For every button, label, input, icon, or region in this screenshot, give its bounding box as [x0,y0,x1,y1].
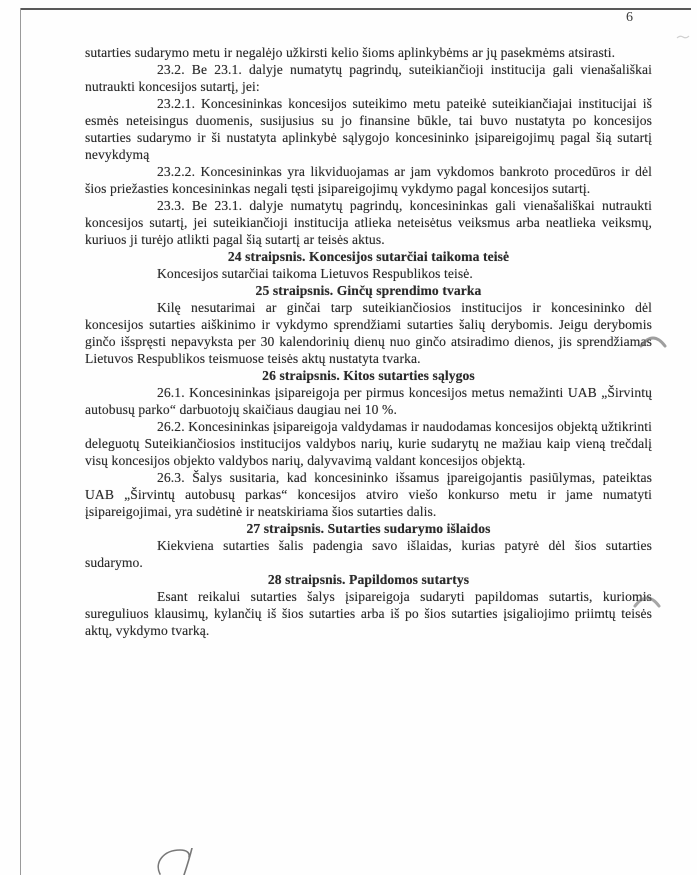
heading-article-26: 26 straipsnis. Kitos sutarties sąlygos [262,368,475,383]
paragraph-article-25: Kilę nesutarimai ar ginčai tarp suteikiančiosios institucijos ir koncesininko dėl koncesijos sutarties aiškinimo ir vykdymo sprendžiami sutarties šalių derybomis. Jeigu derybomis ginčo išspręsti nepavyksta per 30 kalendorinių dienų nuo ginčo atsiradimo dienos, jis sprendžiamas Lietuvos Respublikos teismuose teisės aktų nustatyta tvarka. [85,300,652,366]
paragraph-continuation: sutarties sudarymo metu ir negalėjo užkirsti kelio šioms aplinkybėms ar jų pasekmėms atsirasti. [85,45,616,60]
paragraph-23-2-1: 23.2.1. Koncesininkas koncesijos suteikimo metu pateikė suteikiančiajai institucijai iš esmės neteisingus duomenis, susijusius su jo finansine būkle, tai buvo nustatyta po koncesijos sutarties sudarymo ir ši nustatyta aplinkybė sąlygojo koncesininko įsipareigojimų pagal šią sutartį nevykdymą [85,96,652,162]
paragraph-26-3: 26.3. Šalys susitaria, kad koncesininko išsamus įpareigojantis pasiūlymas, pateiktas UAB „Širvintų autobusų parkas“ koncesijos atviro viešo konkurso metu ir jame numatyti įsipareigojimai, yra sudėtinė ir neatskiriama šios sutarties dalis. [85,470,652,519]
heading-article-24: 24 straipsnis. Koncesijos sutarčiai taikoma teisė [227,249,510,264]
heading-article-25: 25 straipsnis. Ginčų sprendimo tvarka [255,283,482,298]
page-number: 6 [626,10,633,25]
paragraph-26-2: 26.2. Koncesininkas įsipareigoja valdydamas ir naudodamas koncesijos objektą užtikrinti deleguotų Suteikiančiosios institucijos valdybos narių, kurie sudarytų ne mažiau kaip vieną trečdalį visų koncesijos objekto valdybos narių, dalyvavimą valdant koncesijos objektą. [85,419,652,468]
paragraph-article-27: Kiekviena sutarties šalis padengia savo išlaidas, kurias patyrė dėl šios sutarties sudarymo. [85,538,652,570]
heading-article-27: 27 straipsnis. Sutarties sudarymo išlaidos [246,521,491,536]
paragraph-article-24: Koncesijos sutarčiai taikoma Lietuvos Respublikos teisė. [157,266,473,281]
scan-arc-artifact [638,333,668,349]
paragraph-23-3: 23.3. Be 23.1. dalyje numatytų pagrindų, koncesininkas gali vienašališkai nutraukti koncesijos sutartį, jei suteikiančioji institucija atlieka neteisėtus veiksmus arba neatlieka veiksmų, kuriuos ji turėjo atlikti pagal šią sutartį ar teisės aktus. [85,198,652,247]
scan-speck-artifact [676,28,690,36]
paragraph-article-28: Esant reikalui sutarties šalys įsipareigoja sudaryti papildomas sutartis, kuriomis sureguliuos klausimų, kylančių iš šios sutarties arba iš po šios sutarties įsigaliojimo priimtų teisės aktų, vykdymo tvarką. [85,589,652,638]
document-body [85,44,652,639]
scan-edge-left-line [20,8,21,875]
paragraph-26-1: 26.1. Koncesininkas įsipareigoja per pirmus koncesijos metus nemažinti UAB „Širvintų autobusų parko“ darbuotojų skaičiaus daugiau nei 10 %. [85,385,652,417]
scan-arc-artifact [632,593,662,609]
paragraph-23-2-2: 23.2.2. Koncesininkas yra likviduojamas ar jam vykdomos bankroto procedūros ir dėl šios priežasties koncesininkas negali tęsti įsipareigojimų vykdymo pagal koncesijos sutartį. [85,164,652,196]
handwritten-signature [150,848,214,875]
scan-edge-top-line [20,8,691,10]
heading-article-28: 28 straipsnis. Papildomos sutartys [267,572,470,587]
paragraph-23-2: 23.2. Be 23.1. dalyje numatytų pagrindų, suteikiančioji institucija gali vienašališkai nutraukti koncesijos sutartį, jei: [85,62,652,94]
